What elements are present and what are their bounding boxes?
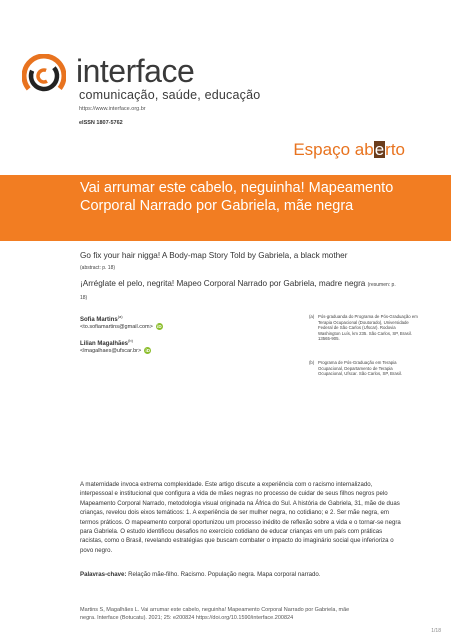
page-number: 1/18 — [431, 628, 441, 634]
affiliation-mark: (a) — [309, 314, 315, 319]
author-name-text: Lilian Magalhães — [80, 341, 129, 347]
article-title: Vai arrumar este cabelo, neguinha! Mapeamento Corporal Narrado por Gabriela, mãe negra — [80, 180, 394, 214]
orcid-icon[interactable]: iD — [145, 348, 150, 353]
author-email-text[interactable]: <to.sofiamartins@gmail.com> — [80, 323, 153, 330]
title-english — [80, 250, 400, 274]
author-email-text[interactable]: <lmagalhaes@ufscar.br> — [80, 347, 142, 354]
author-mark: (a) — [117, 314, 123, 319]
interface-logo-icon — [22, 54, 66, 98]
affiliation — [309, 314, 418, 342]
keywords-text: Relação mãe-filho. Racismo. População negra. Mapa corporal narrado. — [128, 571, 321, 578]
author-email — [80, 323, 163, 330]
section-label — [293, 140, 405, 160]
logo-subtitle: comunicação, saúde, educação — [79, 88, 261, 102]
affiliation-mark: (b) — [309, 360, 315, 365]
author-name — [80, 314, 123, 323]
logo-wordmark: interface — [76, 53, 195, 89]
affiliation-text: Programa de Pós-Graduação em Terapia Ocupacional, Departamento de Terapia Ocupacional, Ufscar. São Carlos, SP, Brasil. — [318, 360, 402, 377]
author-mark: (b) — [128, 338, 133, 343]
title-english-text: Go fix your hair nigga! A Body-map Story Told by Gabriela, a black mother — [80, 251, 348, 260]
citation-line[interactable]: negra. Interface (Botucatu). 2021; 25: e200824 https://doi.org/10.1590/interface.200824 — [80, 615, 294, 621]
section-label-post: rto — [385, 140, 405, 159]
abstract-ref[interactable]: (abstract: p. 18) — [80, 265, 116, 271]
eissn: eISSN 1807-5762 — [79, 120, 123, 126]
resumen-ref[interactable]: (resumen: p. 18) — [80, 282, 396, 301]
section-label-pre: Espaço ab — [293, 140, 374, 159]
section-label-box: e — [374, 140, 385, 159]
affiliation-text: Pós-graduanda do Programa de Pós-Graduação em Terapia Ocupacional (Doutorado), Universidade Federal de São Carlos (Ufscar). Rodovia Washington Luís, km 235. São Carlos, SP, Brasil. 13565-905. — [318, 314, 418, 342]
author-email — [80, 347, 151, 354]
keywords-label: Palavras-chave: — [80, 571, 127, 578]
author-name-text: Sofia Martins — [80, 317, 118, 323]
orcid-icon[interactable]: iD — [157, 324, 162, 329]
citation — [80, 606, 410, 622]
site-url[interactable]: https://www.interface.org.br — [79, 106, 146, 112]
author-name — [80, 338, 133, 347]
citation-line: Martins S, Magalhães L. Vai arrumar este cabelo, neguinha! Mapeamento Corporal Narrado por Gabriela, mãe — [80, 607, 350, 613]
abstract: A maternidade invoca extrema complexidade. Este artigo discute a experiência com o racismo internalizado, interpessoal e institucional que configura a vida de mães negras no processo de cuidar de seus filhos negros pelo Mapeamento Corporal Narrado, metodologia visual originada na África do Sul. A história de Gabriela, 31, mãe de duas crianças, revelou dois eixos temáticos: 1. A experiência de ser mulher negra, no cotidiano; e 2. Ser mãe negra, em termos práticos. O mapeamento corporal oportunizou um processo inédito de reflexão sobre a vida e o tornar-se negra para Gabriela. O estudo identificou desafios no exercício cotidiano de educar crianças em um país com práticas racistas, como o Brasil, revelando estratégias que buscam combater o impacto do imaginário social que inferioriza o povo negro. — [80, 481, 401, 554]
title-spanish-text: ¡Arréglate el pelo, negrita! Mapeo Corporal Narrado por Gabriela, madre negra — [80, 279, 366, 288]
keywords — [80, 571, 402, 578]
title-spanish — [80, 278, 400, 304]
affiliation — [309, 360, 418, 377]
